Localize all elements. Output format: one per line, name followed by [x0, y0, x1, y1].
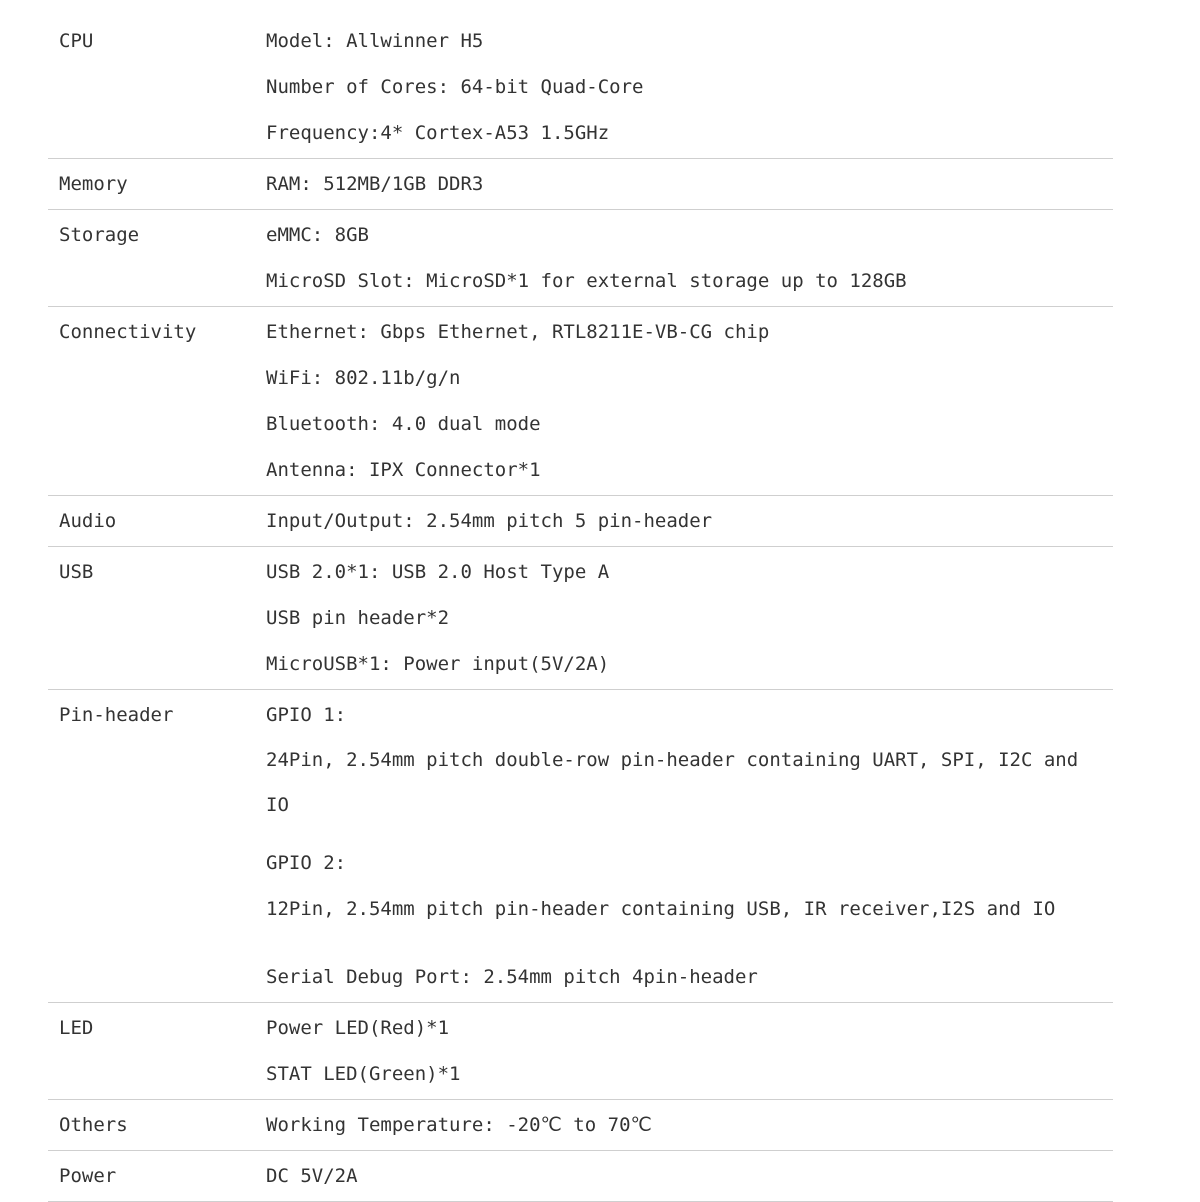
spec-row-power: [48, 1151, 1113, 1202]
spec-value: GPIO 2:: [266, 852, 347, 874]
spec-label: USB: [59, 561, 94, 583]
spec-values: [266, 690, 1113, 1002]
spec-row-cpu: [48, 16, 1113, 159]
spec-value: eMMC: 8GB: [266, 224, 369, 246]
spec-value: USB pin header*2: [266, 607, 450, 629]
spec-value: Input/Output: 2.54mm pitch 5 pin-header: [266, 510, 713, 532]
spec-label: Pin-header: [59, 704, 174, 726]
spec-label: Storage: [59, 224, 140, 246]
spec-value: Working Temperature: -20℃ to 70℃: [266, 1114, 652, 1136]
spec-value: WiFi: 802.11b/g/n: [266, 367, 461, 389]
spec-row-led: [48, 1003, 1113, 1100]
spec-value: Bluetooth: 4.0 dual mode: [266, 413, 541, 435]
spec-value: MicroSD Slot: MicroSD*1 for external storage up to 128GB: [266, 270, 907, 292]
spec-values: [266, 547, 1113, 689]
spec-value: USB 2.0*1: USB 2.0 Host Type A: [266, 561, 610, 583]
spec-values: [266, 16, 1113, 158]
spec-value: GPIO 1:: [266, 704, 347, 726]
spec-value: DC 5V/2A: [266, 1165, 358, 1187]
spec-label: Memory: [59, 173, 128, 195]
spec-value: Ethernet: Gbps Ethernet, RTL8211E-VB-CG chip: [266, 321, 770, 343]
spec-row-others: [48, 1100, 1113, 1151]
spec-table: [48, 16, 1113, 1202]
spec-values: [266, 1003, 1113, 1099]
spec-values: [266, 1100, 1113, 1150]
spec-values: [266, 159, 1113, 209]
spec-value: Number of Cores: 64-bit Quad-Core: [266, 76, 644, 98]
spec-value: RAM: 512MB/1GB DDR3: [266, 173, 484, 195]
spec-label: Others: [59, 1114, 128, 1136]
spec-value: 24Pin, 2.54mm pitch double-row pin-header containing UART, SPI, I2C and IO: [266, 749, 1079, 816]
spec-row-storage: [48, 210, 1113, 307]
spec-value: Frequency:4* Cortex-A53 1.5GHz: [266, 122, 610, 144]
spec-value: STAT LED(Green)*1: [266, 1063, 461, 1085]
spec-label: Audio: [59, 510, 117, 532]
spec-values: [266, 210, 1113, 306]
spec-values: [266, 1151, 1113, 1201]
spec-value: Serial Debug Port: 2.54mm pitch 4pin-header: [266, 966, 758, 988]
spec-row-pin-header: [48, 690, 1113, 1003]
spec-value: Model: Allwinner H5: [266, 30, 484, 52]
spec-value: Antenna: IPX Connector*1: [266, 459, 541, 481]
spec-row-connectivity: [48, 307, 1113, 496]
spec-value: 12Pin, 2.54mm pitch pin-header containing USB, IR receiver,I2S and IO: [266, 898, 1056, 920]
spec-label: CPU: [59, 30, 94, 52]
spec-row-memory: [48, 159, 1113, 210]
spec-row-usb: [48, 547, 1113, 690]
spec-values: [266, 307, 1113, 495]
spec-label: Connectivity: [59, 321, 197, 343]
spec-label: LED: [59, 1017, 94, 1039]
spec-values: [266, 496, 1113, 546]
spec-value: MicroUSB*1: Power input(5V/2A): [266, 653, 610, 675]
spec-value: Power LED(Red)*1: [266, 1017, 450, 1039]
spec-label: Power: [59, 1165, 117, 1187]
spec-row-audio: [48, 496, 1113, 547]
